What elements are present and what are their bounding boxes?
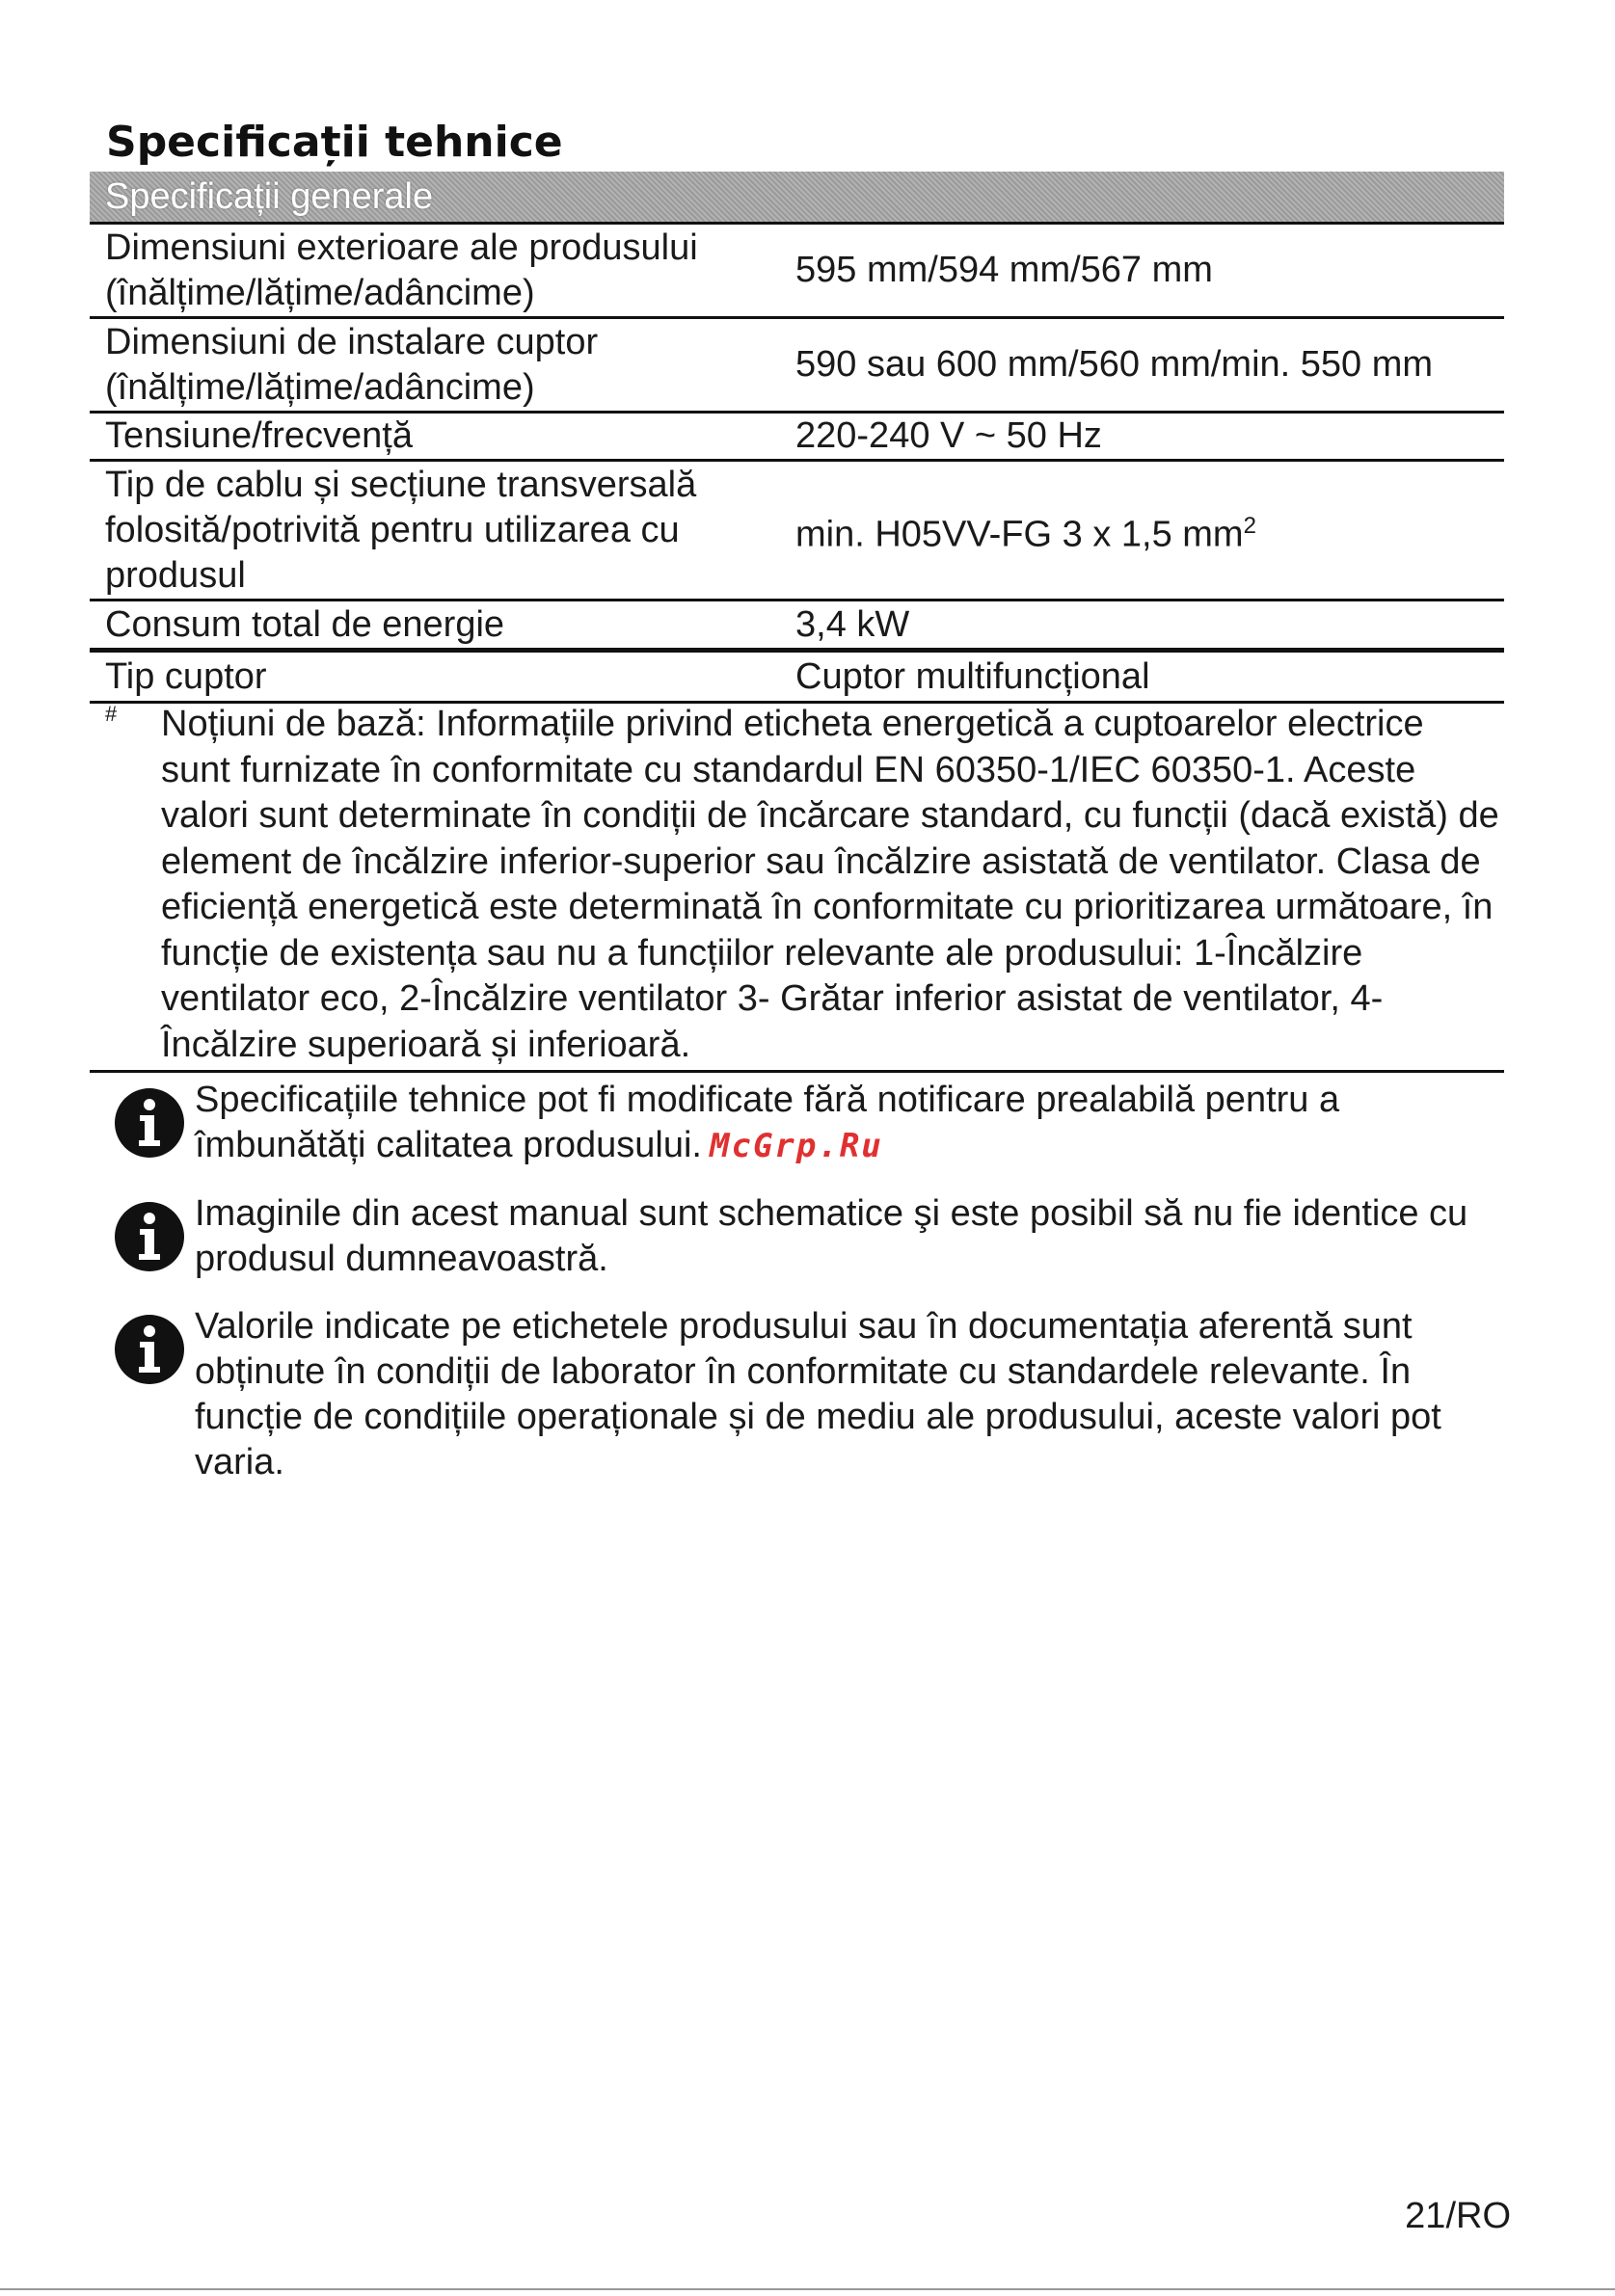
row-label: Consum total de energie xyxy=(105,603,505,645)
info-icon xyxy=(114,1087,185,1159)
info-note xyxy=(114,1304,1512,1485)
info-icon xyxy=(114,1201,185,1272)
page-number: 21/RO xyxy=(1405,2196,1511,2236)
row-value xyxy=(780,503,1504,558)
footnote-text: Noțiuni de bază: Informațiile privind eticheta energetică a cuptoarelor electrice sunt furnizate în conformitate cu standardul EN 60350-1/IEC 60350-1. Aceste valori sunt determinate în condiții de încărcare standard, cu funcții (dacă există) de element de încălzire inferior-superior sau încălzire asistată de ventilator. Clasa de eficiență energetică este determinată în conformitate cu prioritizarea următoare, în funcție de existența sau nu a funcțiilor relevante ale produsului: 1-Încălzire ventilator eco, 2-Încălzire ventilator 3- Grătar inferior asistat de ventilator, 4-Încălzire superioară și inferioară. xyxy=(161,704,1499,1065)
superscript: 2 xyxy=(1243,512,1256,539)
table-header: Specificații generale xyxy=(90,172,1504,225)
info-note-text: Imaginile din acest manual sunt schematice şi este posibil să nu fie identice cu produsul dumneavoastră. xyxy=(195,1193,1468,1279)
info-note-body: Specificațiile tehnice pot fi modificate fără notificare prealabilă pentru a îmbunătăți calitatea produsului. xyxy=(195,1080,1340,1165)
row-value: 590 sau 600 mm/560 mm/min. 550 mm xyxy=(795,344,1434,385)
row-label: Tip cuptor xyxy=(105,655,267,697)
row-value: 3,4 kW xyxy=(795,603,910,645)
info-note xyxy=(114,1078,1512,1169)
footnote-marker: # xyxy=(105,702,118,726)
table-row xyxy=(90,601,1504,653)
info-note xyxy=(114,1191,1512,1282)
watermark: McGrp.Ru xyxy=(710,1127,883,1165)
table-row xyxy=(90,462,1504,601)
table-row xyxy=(90,319,1504,414)
info-note-text xyxy=(195,1078,1512,1169)
row-label: Tensiune/frecvență xyxy=(105,415,413,456)
info-note-text: Valorile indicate pe etichetele produsului sau în documentația aferentă sunt obținute în condiții de laborator în conformitate cu standardele relevante. În funcție de condițiile operaționale și de mediu ale produsului, aceste valori pot varia. xyxy=(195,1306,1441,1482)
table-row xyxy=(90,414,1504,462)
spec-table xyxy=(90,172,1504,704)
bottom-rule xyxy=(0,2288,1615,2290)
table-row xyxy=(90,225,1504,319)
row-label: Dimensiuni de instalare cuptor (înălțime/lățime/adâncime) xyxy=(105,321,599,408)
row-value: 220-240 V ~ 50 Hz xyxy=(795,415,1102,456)
row-value: 595 mm/594 mm/567 mm xyxy=(795,250,1213,290)
footnote xyxy=(90,702,1504,1073)
row-label: Dimensiuni exterioare ale produsului (înălțime/lățime/adâncime) xyxy=(105,227,698,313)
row-label: Tip de cablu și secțiune transversală folosită/potrivită pentru utilizarea cu produsul xyxy=(105,464,697,596)
info-icon xyxy=(114,1314,185,1385)
row-value: Cuptor multifuncțional xyxy=(795,655,1150,697)
table-row xyxy=(90,653,1504,704)
page-title: Specificații tehnice xyxy=(106,118,563,167)
row-value-text: min. H05VV-FG 3 x 1,5 mm xyxy=(795,514,1244,555)
